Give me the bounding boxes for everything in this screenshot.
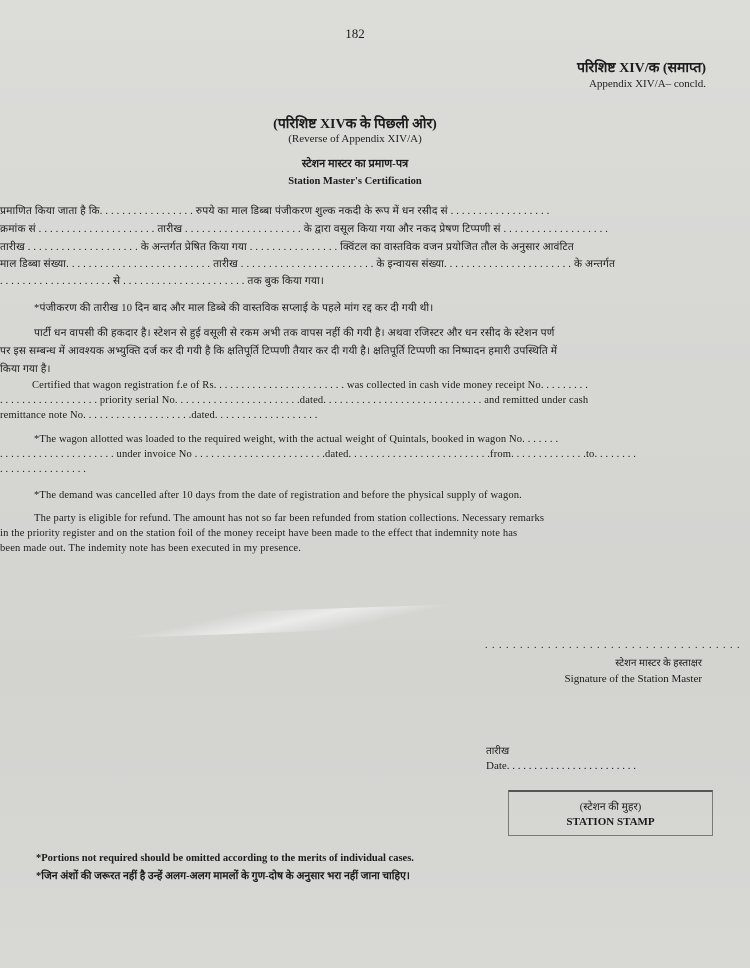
hindi-refund-line-2: पर इस सम्बन्ध में आवश्यक अभ्युक्ति दर्ज कर दी गयी है कि क्षतिपूर्ति टिप्पणी तैयार कर दी गयी है। क्षतिपूर्ति टिप्पणी का निष्पादन हमारी उपस्थिति में [0, 346, 558, 357]
footnote-hindi: *जिन अंशों की जरूरत नहीं है उन्हें अलग-अलग मामलों के गुण-दोष के अनुसार भरा नहीं जाना चाहिए। [36, 871, 410, 882]
english-cert-line-2: . . . . . . . . . . . . . . . . . . priority serial No. . . . . . . . . . . . . . . . . . . . . . .dated. . . . . . . . . . . . . . . . . . . . . . . . . . . . . and remitted under cash [0, 395, 589, 406]
stamp-label-english: STATION STAMP [566, 816, 655, 828]
hindi-cert-line-1: प्रमाणित किया जाता है कि. . . . . . . . . . . . . . . . . रुपये का माल डिब्बा पंजीकरण शुल्क नकदी के रूप में धन रसीद सं . . . . . . . . . . . . . . . . . . [0, 206, 550, 217]
appendix-title-hindi: परिशिष्ट XIV/क (समाप्त) [576, 61, 706, 76]
reverse-heading-hindi: (परिशिष्ट XIVक के पिछली ओर) [273, 117, 437, 132]
reverse-heading-english: (Reverse of Appendix XIV/A) [288, 133, 422, 145]
signature-label-english: Signature of the Station Master [564, 673, 702, 685]
english-demand-note: *The demand was cancelled after 10 days from the date of registration and before the physical supply of wagon. [34, 490, 522, 501]
english-cert-line-1: Certified that wagon registration f.e of Rs. . . . . . . . . . . . . . . . . . . . . . . . was collected in cash vide money receipt No. . . . . . . . . [32, 380, 588, 391]
signature-label-hindi: स्टेशन मास्टर के हस्ताक्षर [615, 658, 702, 669]
english-wagon-line-2: . . . . . . . . . . . . . . . . . . . . . under invoice No . . . . . . . . . . . . . . . . . . . . . . . .dated. . . . . . . . . . . . . . . . . . . . . . . . . .from. . . . . . . . . . . . . .to. . . . . . . . [0, 449, 637, 460]
footnote-english: *Portions not required should be omitted according to the merits of individual cases. [36, 853, 414, 864]
certification-heading-hindi: स्टेशन मास्टर का प्रमाण-पत्र [301, 158, 409, 170]
english-refund-line-3: been made out. The indemity note has been executed in my presence. [0, 543, 301, 554]
hindi-cert-line-2: क्रमांक सं . . . . . . . . . . . . . . . . . . . . . तारीख . . . . . . . . . . . . . . . . . . . . . के द्वारा वसूल किया गया और नकद प्रेषण टिप्पणी सं . . . . . . . . . . . . . . . . . . . [0, 224, 609, 235]
hindi-cert-line-3: तारीख . . . . . . . . . . . . . . . . . . . . के अन्तर्गत प्रेषित किया गया . . . . . . . . . . . . . . . . क्विंटल का वास्तविक वजन प्रयोजित तौल के अनुसार आवंटित [0, 242, 574, 253]
paper-crease [80, 603, 501, 640]
hindi-refund-line-1: पार्टी धन वापसी की हकदार है। स्टेशन से हुई वसूली से रकम अभी तक वापस नहीं की गयी है। अथवा रजिस्टर और धन रसीद के स्टेशन पर्ण [34, 328, 555, 339]
date-field: Date. . . . . . . . . . . . . . . . . . . . . . . . [486, 760, 637, 772]
hindi-cert-line-5: . . . . . . . . . . . . . . . . . . . . से . . . . . . . . . . . . . . . . . . . . . . तक बुक किया गया। [0, 276, 325, 287]
english-refund-line-1: The party is eligible for refund. The amount has not so far been refunded from station collections. Necessary remarks [34, 513, 545, 524]
english-wagon-line-1: *The wagon allotted was loaded to the required weight, with the actual weight of Quintals, booked in wagon No. . . . . . . [34, 434, 559, 445]
stamp-label-hindi: (स्टेशन की मुहर) [579, 802, 642, 813]
english-refund-line-2: in the priority register and on the station foil of the money receipt have been made to the effect that indemnity note has [0, 528, 518, 539]
hindi-cancel-note: *पंजीकरण की तारीख 10 दिन बाद और माल डिब्बे की वास्तविक सप्लाई के पहले मांग रद्द कर दी गयी थी। [34, 303, 434, 314]
hindi-refund-line-3: किया गया है। [0, 364, 51, 375]
page-number: 182 [345, 26, 365, 41]
hindi-cert-line-4: माल डिब्बा संख्या. . . . . . . . . . . . . . . . . . . . . . . . . . तारीख . . . . . . . . . . . . . . . . . . . . . . . . के इन्वायस संख्या. . . . . . . . . . . . . . . . . . . . . . . के अन्तर्गत [0, 259, 616, 270]
signature-line: . . . . . . . . . . . . . . . . . . . . . . . . . . . . . . . . . . . . . [485, 640, 741, 651]
english-cert-line-3: remittance note No. . . . . . . . . . . . . . . . . . . .dated. . . . . . . . . . . . . . . . . . . [0, 410, 318, 421]
certification-heading-english: Station Master's Certification [288, 176, 422, 187]
station-stamp-box [508, 790, 713, 836]
english-wagon-line-3: . . . . . . . . . . . . . . . . [0, 464, 87, 475]
appendix-title-english: Appendix XIV/A– concld. [588, 78, 706, 90]
date-label-hindi: तारीख [486, 746, 510, 757]
